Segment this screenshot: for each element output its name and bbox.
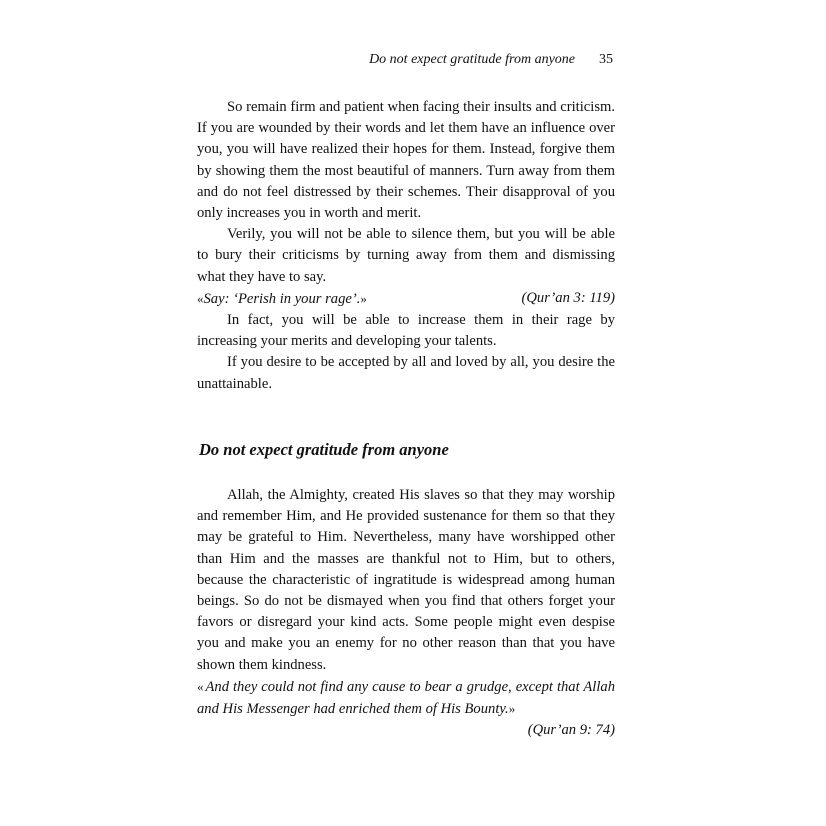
- paragraph-remain-firm: So remain firm and patient when facing their insults and criticism. If you are wounded by their words and let them have an influence over you, you will have realized their hopes for them. Instead, forgive them by showing them the most beautiful of manners. Turn away from them and do not feel distressed by their schemes. Their disapproval of you only increases you in worth and merit.: [197, 99, 615, 222]
- section-text-block: [197, 485, 615, 741]
- close-bracket: »: [360, 290, 367, 306]
- section-heading: Do not expect gratitude from anyone: [199, 440, 449, 459]
- top-text-block: [197, 97, 615, 395]
- book-page: [197, 0, 615, 826]
- running-head: [369, 52, 613, 68]
- page-number: 35: [599, 52, 613, 67]
- paragraph-in-fact: In fact, you will be able to increase them in their rage by increasing your merits and developing your talents.: [197, 312, 615, 350]
- quote-body: Say: ‘Perish in your rage’.: [203, 290, 361, 307]
- quote-reference: (Qur’an 9: 74): [527, 722, 615, 739]
- paragraph-allah-almighty: Allah, the Almighty, created His slaves so that they may worship and remember Him, and He provided sustenance for them so that they may be grateful to Him. Nevertheless, many have worshipped other than Him and the masses are thankful not to Him, but to others, because the characteristic of ingratitude is widespread among human beings. So do not be dismayed when you find that others forget your favors or disregard your kind acts. Some people might even despise you and make you an enemy for no other reason than that you have shown them kindness.: [197, 487, 615, 673]
- quote-body: And they could not find any cause to bear a grudge, except that Allah and His Messenger had enriched them of His Bounty.: [197, 678, 615, 718]
- quote-text: [197, 288, 367, 310]
- close-bracket: »: [508, 701, 516, 717]
- open-bracket: «: [197, 290, 204, 306]
- paragraph-verily: Verily, you will not be able to silence them, but you will be able to bury their criticisms by turning away from them and dismissing what they have to say.: [197, 226, 615, 285]
- paragraph-if-you-desire: If you desire to be accepted by all and loved by all, you desire the unattainable.: [197, 354, 615, 392]
- quote-perish-in-rage: [197, 288, 615, 310]
- running-head-title: Do not expect gratitude from anyone: [369, 52, 575, 67]
- open-bracket: «: [197, 678, 204, 694]
- quote-reference: (Qur’an 3: 119): [521, 289, 615, 306]
- quote-grudge: [197, 676, 615, 720]
